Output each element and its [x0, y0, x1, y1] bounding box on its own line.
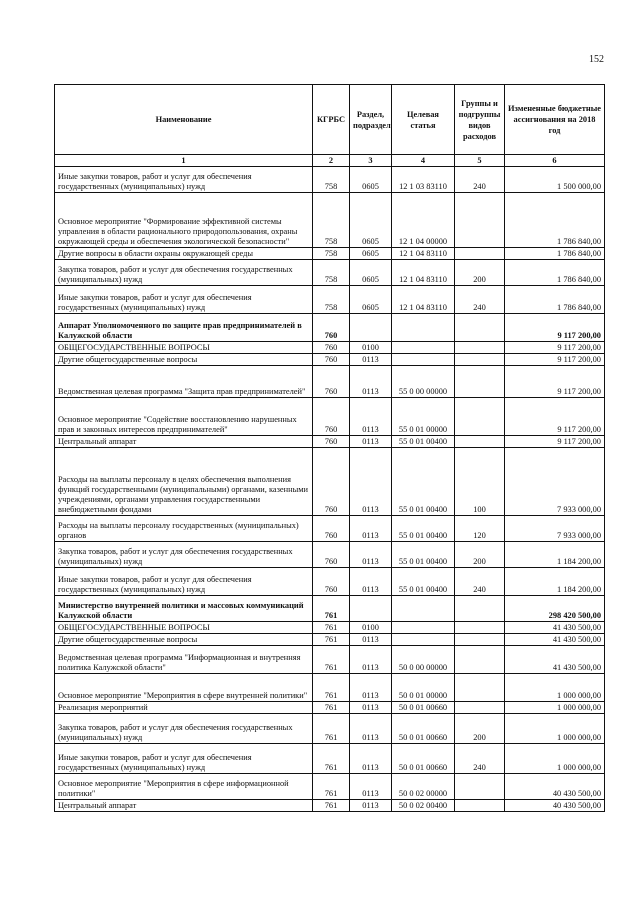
cell-target	[392, 596, 455, 622]
cell-section: 0605	[350, 193, 392, 248]
cell-section: 0113	[350, 674, 392, 702]
cell-amount: 7 933 000,00	[505, 516, 605, 542]
cell-name: ОБЩЕГОСУДАРСТВЕННЫЕ ВОПРОСЫ	[55, 342, 313, 354]
cell-name: Иные закупки товаров, работ и услуг для обеспечения государственных (муниципальных) нужд	[55, 286, 313, 314]
cell-name: Основное мероприятие "Мероприятия в сфере информационной политики"	[55, 774, 313, 800]
cell-kgrbs: 761	[313, 702, 350, 714]
cell-group	[455, 193, 505, 248]
cell-name: Другие общегосударственные вопросы	[55, 354, 313, 366]
cell-name: Центральный аппарат	[55, 436, 313, 448]
table-row	[55, 622, 605, 634]
cell-target	[392, 622, 455, 634]
cell-amount: 1 786 840,00	[505, 193, 605, 248]
cell-section: 0605	[350, 248, 392, 260]
table-row	[55, 774, 605, 800]
cell-amount: 1 184 200,00	[505, 542, 605, 568]
cell-target: 12 1 04 00000	[392, 193, 455, 248]
table-row	[55, 596, 605, 622]
cell-section: 0113	[350, 634, 392, 646]
cell-section: 0113	[350, 354, 392, 366]
cell-amount: 9 117 200,00	[505, 366, 605, 398]
cell-target: 55 0 01 00000	[392, 398, 455, 436]
cell-section: 0113	[350, 800, 392, 812]
cell-name: Ведомственная целевая программа "Информационная и внутренняя политика Калужской области"	[55, 646, 313, 674]
cell-name: Министерство внутренней политики и массовых коммуникаций Калужской области	[55, 596, 313, 622]
cell-target: 55 0 01 00400	[392, 448, 455, 516]
cell-amount: 1 000 000,00	[505, 674, 605, 702]
cell-kgrbs: 760	[313, 516, 350, 542]
cell-group	[455, 800, 505, 812]
cell-kgrbs: 761	[313, 622, 350, 634]
cell-target: 50 0 01 00660	[392, 714, 455, 744]
cell-target	[392, 354, 455, 366]
column-number: 3	[350, 155, 392, 167]
cell-amount: 9 117 200,00	[505, 314, 605, 342]
cell-amount: 1 786 840,00	[505, 286, 605, 314]
table-row	[55, 354, 605, 366]
cell-name: Аппарат Уполномоченного по защите прав предпринимателей в Калужской области	[55, 314, 313, 342]
cell-kgrbs: 760	[313, 568, 350, 596]
cell-section	[350, 596, 392, 622]
cell-section	[350, 314, 392, 342]
cell-name: Основное мероприятие "Формирование эффективной системы управления в области рационального природопользования, охраны окружающей среды и обеспечения экологической безопасности"	[55, 193, 313, 248]
cell-section: 0113	[350, 568, 392, 596]
cell-section: 0113	[350, 436, 392, 448]
column-header-target: Целевая статья	[392, 85, 455, 155]
cell-name: Ведомственная целевая программа "Защита прав предпринимателей"	[55, 366, 313, 398]
cell-target: 12 1 04 83110	[392, 248, 455, 260]
column-number: 5	[455, 155, 505, 167]
cell-section: 0113	[350, 646, 392, 674]
cell-group	[455, 674, 505, 702]
column-number: 1	[55, 155, 313, 167]
cell-group: 240	[455, 744, 505, 774]
cell-group	[455, 366, 505, 398]
cell-name: Закупка товаров, работ и услуг для обеспечения государственных (муниципальных) нужд	[55, 542, 313, 568]
column-header-group: Группы и подгруппы видов расходов	[455, 85, 505, 155]
cell-kgrbs: 760	[313, 342, 350, 354]
table-row	[55, 286, 605, 314]
column-number-row	[55, 155, 605, 167]
table-row	[55, 366, 605, 398]
cell-name: Основное мероприятие "Мероприятия в сфере внутренней политики"	[55, 674, 313, 702]
cell-section: 0100	[350, 622, 392, 634]
cell-target: 55 0 01 00400	[392, 516, 455, 542]
cell-amount: 1 000 000,00	[505, 744, 605, 774]
cell-target: 50 0 01 00000	[392, 674, 455, 702]
cell-name: Иные закупки товаров, работ и услуг для обеспечения государственных (муниципальных) нужд	[55, 568, 313, 596]
cell-group	[455, 342, 505, 354]
table-row	[55, 646, 605, 674]
cell-group	[455, 436, 505, 448]
cell-kgrbs: 761	[313, 800, 350, 812]
cell-amount: 41 430 500,00	[505, 622, 605, 634]
cell-kgrbs: 761	[313, 646, 350, 674]
cell-kgrbs: 761	[313, 634, 350, 646]
cell-section: 0113	[350, 774, 392, 800]
cell-group: 240	[455, 167, 505, 193]
cell-target: 12 1 04 83110	[392, 260, 455, 286]
cell-kgrbs: 760	[313, 436, 350, 448]
cell-amount: 1 786 840,00	[505, 260, 605, 286]
cell-target: 55 0 01 00400	[392, 542, 455, 568]
cell-group: 240	[455, 286, 505, 314]
cell-target: 12 1 03 83110	[392, 167, 455, 193]
table-row	[55, 634, 605, 646]
cell-name: Другие вопросы в области охраны окружающей среды	[55, 248, 313, 260]
cell-kgrbs: 760	[313, 542, 350, 568]
cell-kgrbs: 761	[313, 744, 350, 774]
cell-kgrbs: 758	[313, 167, 350, 193]
cell-group	[455, 702, 505, 714]
cell-section: 0113	[350, 744, 392, 774]
table-row	[55, 260, 605, 286]
cell-group: 120	[455, 516, 505, 542]
cell-name: Закупка товаров, работ и услуг для обеспечения государственных (муниципальных) нужд	[55, 260, 313, 286]
cell-kgrbs: 761	[313, 774, 350, 800]
budget-table	[54, 84, 605, 812]
table-row	[55, 702, 605, 714]
cell-section: 0113	[350, 448, 392, 516]
cell-amount: 298 420 500,00	[505, 596, 605, 622]
table-row	[55, 436, 605, 448]
cell-kgrbs: 760	[313, 354, 350, 366]
cell-section: 0113	[350, 516, 392, 542]
cell-kgrbs: 758	[313, 260, 350, 286]
cell-section: 0100	[350, 342, 392, 354]
cell-kgrbs: 761	[313, 714, 350, 744]
table-row	[55, 167, 605, 193]
cell-group: 200	[455, 260, 505, 286]
cell-amount: 41 430 500,00	[505, 634, 605, 646]
cell-group: 100	[455, 448, 505, 516]
cell-name: Центральный аппарат	[55, 800, 313, 812]
cell-group: 200	[455, 542, 505, 568]
table-row	[55, 516, 605, 542]
cell-section: 0605	[350, 260, 392, 286]
table-row	[55, 342, 605, 354]
table-row	[55, 398, 605, 436]
table-row	[55, 674, 605, 702]
cell-name: Закупка товаров, работ и услуг для обеспечения государственных (муниципальных) нужд	[55, 714, 313, 744]
cell-group	[455, 314, 505, 342]
cell-name: Другие общегосударственные вопросы	[55, 634, 313, 646]
cell-target: 55 0 01 00400	[392, 568, 455, 596]
cell-section: 0113	[350, 702, 392, 714]
cell-amount: 9 117 200,00	[505, 342, 605, 354]
cell-amount: 9 117 200,00	[505, 354, 605, 366]
table-row	[55, 248, 605, 260]
column-number: 6	[505, 155, 605, 167]
cell-amount: 1 500 000,00	[505, 167, 605, 193]
cell-name: Реализация мероприятий	[55, 702, 313, 714]
cell-name: Иные закупки товаров, работ и услуг для обеспечения государственных (муниципальных) нужд	[55, 167, 313, 193]
table-row	[55, 193, 605, 248]
table-row	[55, 800, 605, 812]
cell-group	[455, 354, 505, 366]
cell-amount: 41 430 500,00	[505, 646, 605, 674]
cell-amount: 1 000 000,00	[505, 714, 605, 744]
table-row	[55, 714, 605, 744]
cell-section: 0113	[350, 714, 392, 744]
cell-target: 55 0 00 00000	[392, 366, 455, 398]
cell-group	[455, 248, 505, 260]
cell-kgrbs: 758	[313, 248, 350, 260]
column-header-section: Раздел, подраздел	[350, 85, 392, 155]
column-header-amount: Измененные бюджетные ассигнования на 2018 год	[505, 85, 605, 155]
cell-target	[392, 314, 455, 342]
column-number: 2	[313, 155, 350, 167]
cell-target: 55 0 01 00400	[392, 436, 455, 448]
cell-kgrbs: 760	[313, 398, 350, 436]
cell-name: Расходы на выплаты персоналу в целях обеспечения выполнения функций государственными (муниципальными) органами, казенными учреждениями, органами управления государственными внебюджетными фондами	[55, 448, 313, 516]
cell-target: 50 0 02 00400	[392, 800, 455, 812]
cell-name: ОБЩЕГОСУДАРСТВЕННЫЕ ВОПРОСЫ	[55, 622, 313, 634]
cell-name: Основное мероприятие "Содействие восстановлению нарушенных прав и законных интересов предпринимателей"	[55, 398, 313, 436]
cell-group	[455, 774, 505, 800]
table-header-row	[55, 85, 605, 155]
cell-target: 50 0 01 00660	[392, 744, 455, 774]
cell-kgrbs: 760	[313, 314, 350, 342]
cell-section: 0605	[350, 167, 392, 193]
cell-section: 0113	[350, 542, 392, 568]
cell-group: 200	[455, 714, 505, 744]
table-row	[55, 448, 605, 516]
cell-section: 0113	[350, 398, 392, 436]
cell-kgrbs: 760	[313, 366, 350, 398]
cell-amount: 1 786 840,00	[505, 248, 605, 260]
cell-group: 240	[455, 568, 505, 596]
column-header-name: Наименование	[55, 85, 313, 155]
cell-group	[455, 646, 505, 674]
column-header-kgrbs: КГРБС	[313, 85, 350, 155]
page-number: 152	[589, 54, 604, 65]
cell-amount: 40 430 500,00	[505, 774, 605, 800]
cell-amount: 9 117 200,00	[505, 436, 605, 448]
cell-kgrbs: 758	[313, 286, 350, 314]
cell-group	[455, 596, 505, 622]
cell-target: 50 0 01 00660	[392, 702, 455, 714]
cell-kgrbs: 761	[313, 596, 350, 622]
cell-target: 50 0 00 00000	[392, 646, 455, 674]
column-number: 4	[392, 155, 455, 167]
table-row	[55, 314, 605, 342]
cell-group	[455, 622, 505, 634]
cell-amount: 9 117 200,00	[505, 398, 605, 436]
cell-target: 12 1 04 83110	[392, 286, 455, 314]
table-row	[55, 568, 605, 596]
table-row	[55, 744, 605, 774]
cell-amount: 7 933 000,00	[505, 448, 605, 516]
cell-kgrbs: 761	[313, 674, 350, 702]
cell-section: 0605	[350, 286, 392, 314]
cell-target	[392, 634, 455, 646]
cell-kgrbs: 758	[313, 193, 350, 248]
cell-target	[392, 342, 455, 354]
cell-group	[455, 398, 505, 436]
cell-section: 0113	[350, 366, 392, 398]
table-row	[55, 542, 605, 568]
table-body	[55, 167, 605, 812]
cell-amount: 1 184 200,00	[505, 568, 605, 596]
cell-group	[455, 634, 505, 646]
cell-amount: 40 430 500,00	[505, 800, 605, 812]
cell-kgrbs: 760	[313, 448, 350, 516]
cell-name: Иные закупки товаров, работ и услуг для обеспечения государственных (муниципальных) нужд	[55, 744, 313, 774]
cell-amount: 1 000 000,00	[505, 702, 605, 714]
cell-name: Расходы на выплаты персоналу государственных (муниципальных) органов	[55, 516, 313, 542]
cell-target: 50 0 02 00000	[392, 774, 455, 800]
